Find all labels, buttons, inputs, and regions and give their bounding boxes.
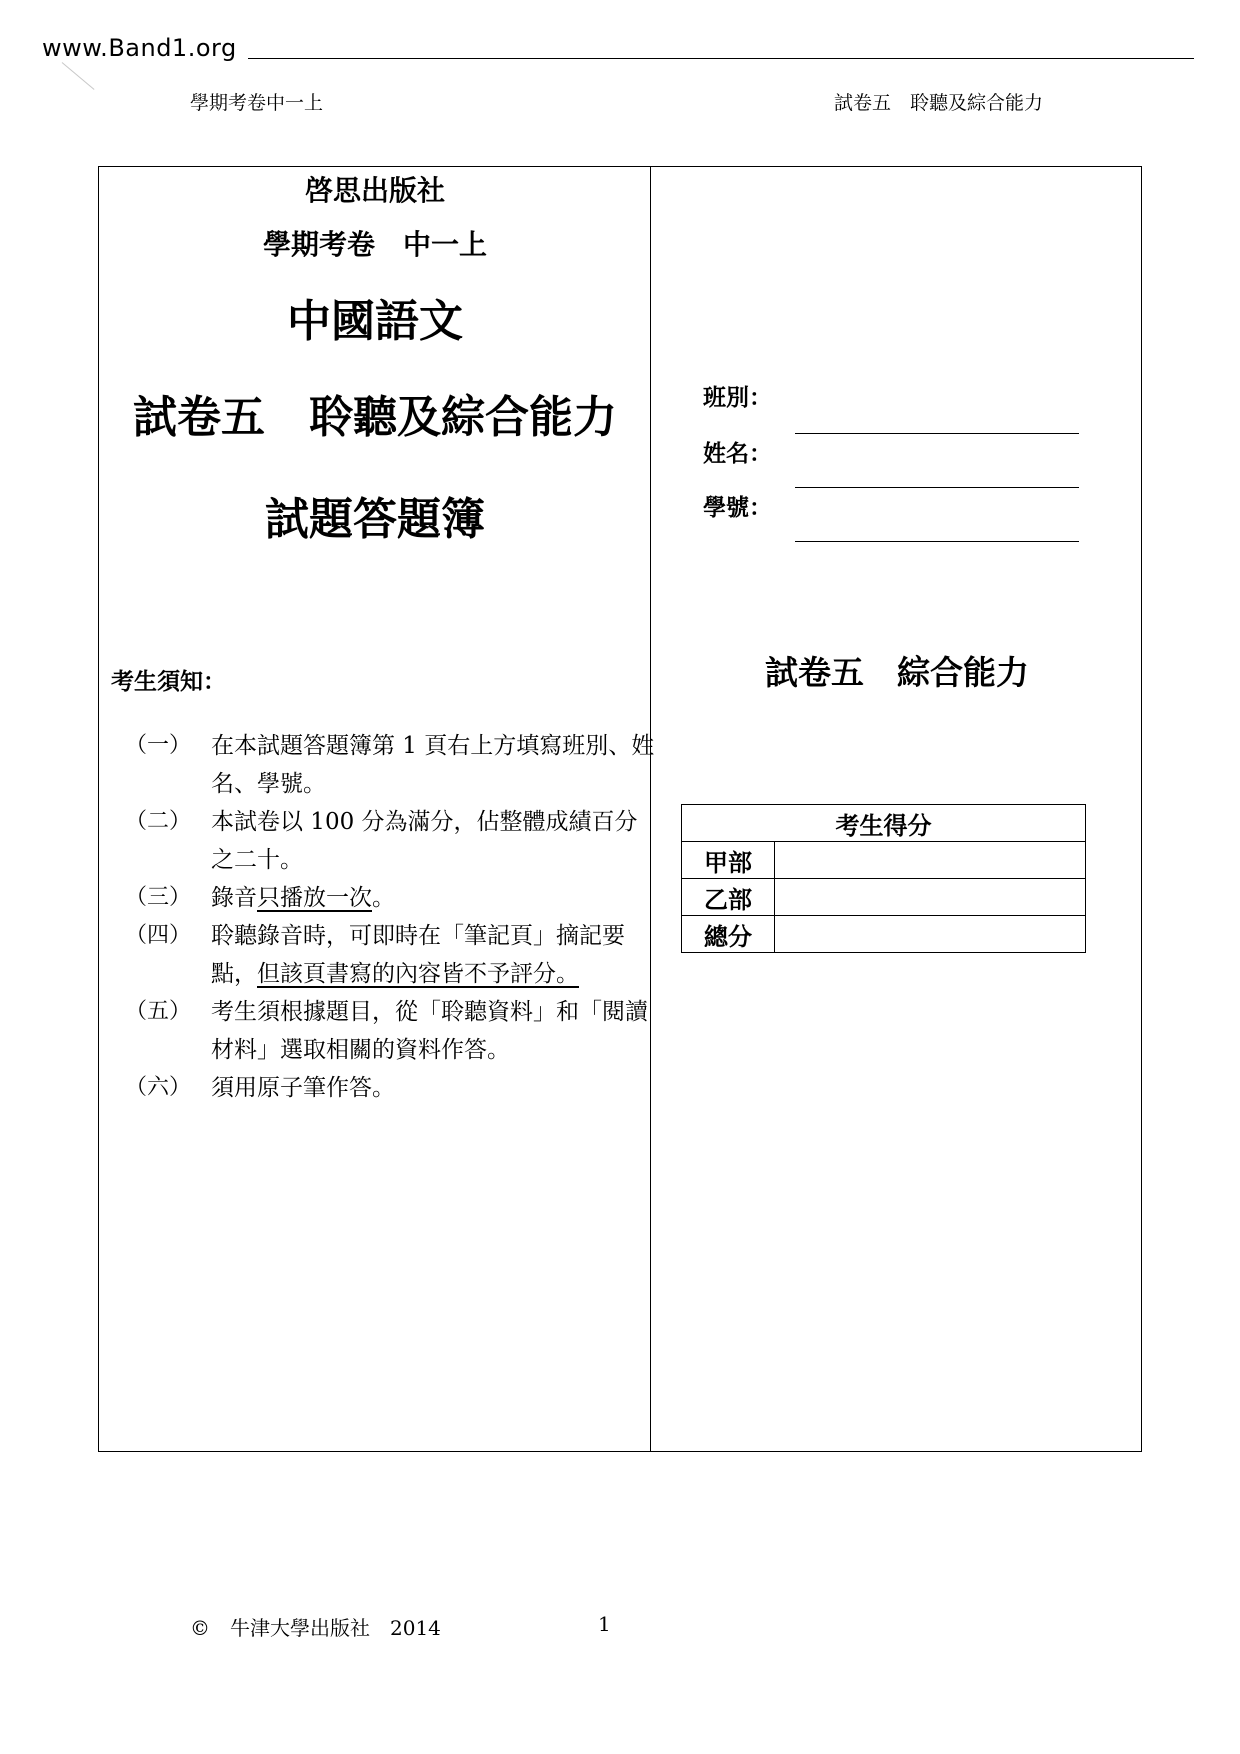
note-text: 在本試題答題簿第 1 頁右上方填寫班別、姓名、學號。 xyxy=(211,733,655,797)
note-emphasis: 只播放一次 xyxy=(257,885,372,911)
note-text: 本試卷以 100 分為滿分，佔整體成績百分之二十。 xyxy=(211,809,638,873)
class-line[interactable] xyxy=(795,433,1079,434)
note-number: （五） xyxy=(125,999,192,1024)
site-url: www.Band1.org xyxy=(42,34,237,62)
class-label: 班別： xyxy=(703,385,772,411)
name-line[interactable] xyxy=(795,487,1079,488)
note-item xyxy=(99,727,659,803)
running-header-left: 學期考卷中一上 xyxy=(190,92,324,114)
notes-list xyxy=(99,727,659,1107)
name-label: 姓名： xyxy=(703,441,772,467)
score-cell[interactable] xyxy=(775,916,1086,953)
student-number-line[interactable] xyxy=(795,541,1079,542)
score-row xyxy=(682,842,1086,879)
note-text: 須用原子筆作答。 xyxy=(211,1075,395,1101)
note-item xyxy=(99,917,659,993)
note-text: 錄音 xyxy=(211,885,257,911)
note-number: （二） xyxy=(125,809,192,834)
notes-heading: 考生須知： xyxy=(111,669,226,695)
cover-box xyxy=(98,166,1142,1452)
publisher-name: 啓思出版社 xyxy=(304,174,445,207)
section-title: 試卷五 綜合能力 xyxy=(765,653,1029,692)
score-table-header: 考生得分 xyxy=(682,805,1086,842)
score-row-label: 乙部 xyxy=(682,879,775,916)
score-table-header-row xyxy=(682,805,1086,842)
note-text-end: 。 xyxy=(372,885,395,911)
note-item xyxy=(99,1069,659,1107)
exam-type: 學期考卷 中一上 xyxy=(262,228,487,261)
note-text: 考生須根據題目，從「聆聽資料」和「閱讀材料」選取相關的資料作答。 xyxy=(211,999,648,1063)
note-number: （四） xyxy=(125,923,192,948)
paper-title: 試卷五 聆聽及綜合能力 xyxy=(133,392,617,443)
footer-copyright: © 牛津大學出版社 2014 xyxy=(190,1616,441,1640)
note-item xyxy=(99,879,659,917)
note-number: （一） xyxy=(125,733,192,758)
note-emphasis: 但該頁書寫的內容皆不予評分。 xyxy=(257,961,579,987)
note-number: （三） xyxy=(125,885,192,910)
corner-fold-mark xyxy=(62,62,95,90)
score-row xyxy=(682,879,1086,916)
student-number-label: 學號： xyxy=(703,495,772,521)
page-number: 1 xyxy=(598,1612,611,1636)
score-cell[interactable] xyxy=(775,879,1086,916)
score-row xyxy=(682,916,1086,953)
running-header-right: 試卷五 聆聽及綜合能力 xyxy=(834,92,1044,114)
note-text: 聆聽錄音時，可即時在「筆記頁」摘記要點， xyxy=(211,923,625,987)
score-table xyxy=(681,804,1086,953)
note-item xyxy=(99,803,659,879)
header-rule xyxy=(248,58,1194,59)
note-item xyxy=(99,993,659,1069)
booklet-title: 試題答題簿 xyxy=(265,494,485,545)
score-row-label: 總分 xyxy=(682,916,775,953)
note-number: （六） xyxy=(125,1075,192,1100)
subject-title: 中國語文 xyxy=(287,296,463,347)
score-row-label: 甲部 xyxy=(682,842,775,879)
score-cell[interactable] xyxy=(775,842,1086,879)
